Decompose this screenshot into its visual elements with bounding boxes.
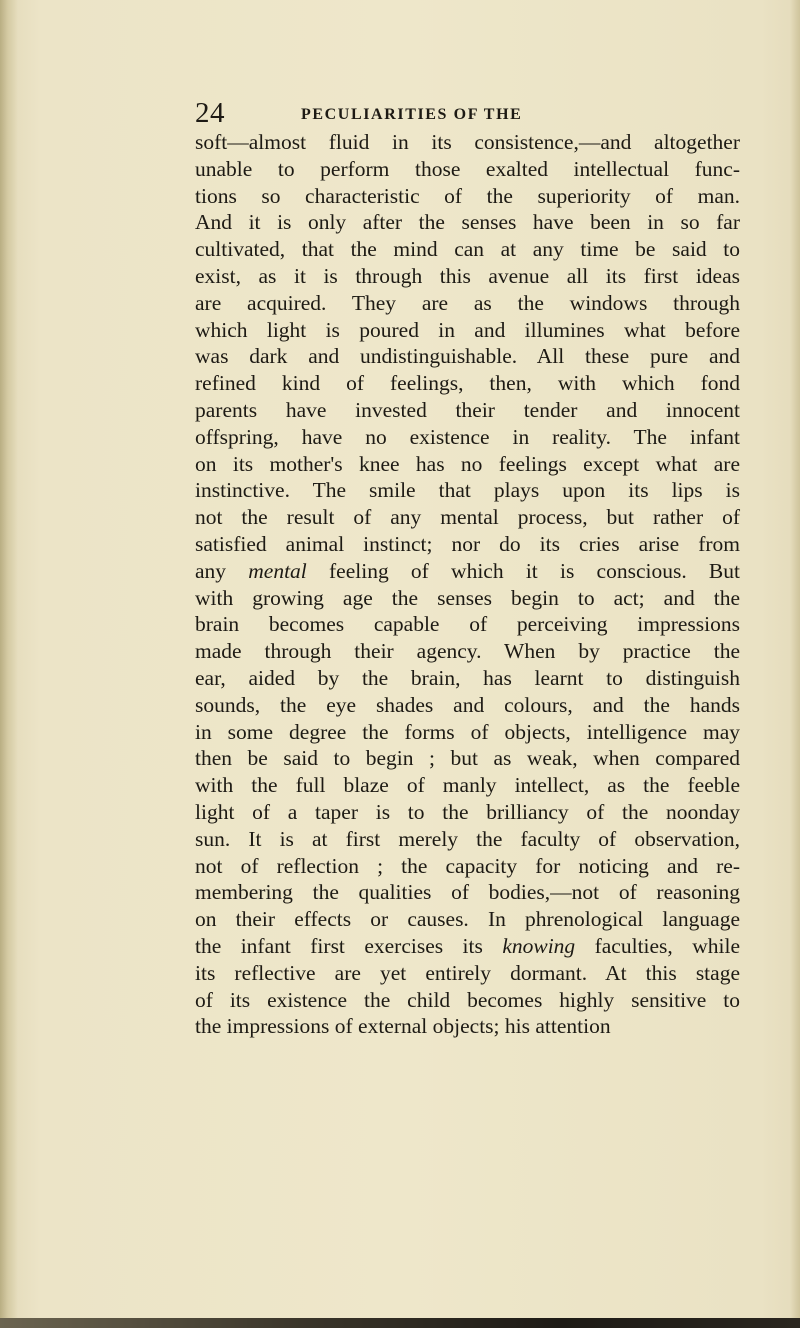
page-edge-shadow xyxy=(790,0,800,1328)
text-line: are acquired. They are as the windows through xyxy=(195,290,740,315)
text-line: was dark and undistinguishable. All these pure and xyxy=(195,344,740,369)
text-line: not of reflection ; the capacity for noticing and re- xyxy=(195,853,740,878)
text-line xyxy=(195,558,740,585)
running-head-title: PECULIARITIES OF THE xyxy=(301,106,523,123)
text-line: with growing age the senses begin to act; and the xyxy=(195,585,740,610)
body-paragraph xyxy=(195,129,740,1040)
page-gutter-shadow xyxy=(0,0,18,1328)
text-line: And it is only after the senses have been in so far xyxy=(195,210,740,235)
text-line: unable to perform those exalted intellectual func- xyxy=(195,156,740,181)
text-line: parents have invested their tender and innocent xyxy=(195,397,740,422)
text-line: instinctive. The smile that plays upon its lips is xyxy=(195,478,740,503)
text-run: the infant first exercises its xyxy=(195,933,503,958)
text-line: made through their agency. When by practice the xyxy=(195,639,740,664)
page-number: 24 xyxy=(195,97,225,129)
text-line: of its existence the child becomes highly sensitive to xyxy=(195,987,740,1012)
scan-bottom-edge xyxy=(0,1318,800,1328)
text-line: on their effects or causes. In phrenological language xyxy=(195,907,740,932)
text-run: faculties, while xyxy=(575,933,740,958)
text-line: soft—almost fluid in its consistence,—and altogether xyxy=(195,130,740,154)
text-line: sounds, the eye shades and colours, and the hands xyxy=(195,692,740,717)
text-line: offspring, have no existence in reality. The infant xyxy=(195,424,740,449)
text-line: its reflective are yet entirely dormant. At this stage xyxy=(195,960,740,985)
text-line xyxy=(195,933,740,960)
italic-word: knowing xyxy=(502,933,576,958)
text-line: brain becomes capable of perceiving impressions xyxy=(195,612,740,637)
text-line: then be said to begin ; but as weak, when compared xyxy=(195,746,740,771)
text-line: on its mother's knee has no feelings except what are xyxy=(195,451,740,476)
text-line: tions so characteristic of the superiority of man. xyxy=(195,183,740,208)
text-line: the impressions of external objects; his attention xyxy=(195,1014,611,1039)
text-line: exist, as it is through this avenue all its first ideas xyxy=(195,263,740,288)
text-line: satisfied animal instinct; nor do its cries arise from xyxy=(195,531,740,556)
text-run: any xyxy=(195,558,249,583)
text-line: ear, aided by the brain, has learnt to distinguish xyxy=(195,665,740,690)
text-line: which light is poured in and illumines what before xyxy=(195,317,740,342)
text-run: feeling of which it is conscious. But xyxy=(306,558,740,583)
text-line: with the full blaze of manly intellect, as the feeble xyxy=(195,773,740,798)
italic-word: mental xyxy=(248,558,307,583)
text-line: cultivated, that the mind can at any time be said to xyxy=(195,237,740,262)
text-line: in some degree the forms of objects, intelligence may xyxy=(195,719,740,744)
text-line: not the result of any mental process, but rather of xyxy=(195,505,740,530)
text-line: membering the qualities of bodies,—not of reasoning xyxy=(195,880,740,905)
text-line: refined kind of feelings, then, with which fond xyxy=(195,371,740,396)
text-line: sun. It is at first merely the faculty of observation, xyxy=(195,826,740,851)
text-line: light of a taper is to the brilliancy of the noonday xyxy=(195,799,740,824)
